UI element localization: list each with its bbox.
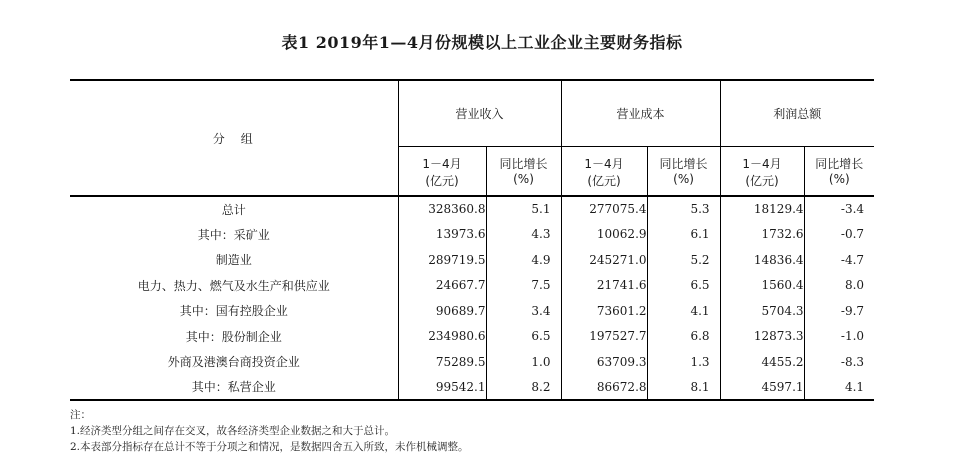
profit-rate: -0.7 (804, 222, 874, 248)
subheader-value: 1－4月 (398, 146, 486, 172)
profit-rate: -3.4 (804, 196, 874, 222)
subheader-rate: 同比增长 (486, 146, 561, 172)
profit-value: 14836.4 (720, 247, 804, 273)
table-row (70, 324, 874, 350)
profit-rate: -1.0 (804, 324, 874, 350)
cost-value: 73601.2 (561, 298, 647, 324)
revenue-value: 99542.1 (398, 375, 486, 401)
revenue-rate: 4.3 (486, 222, 561, 248)
table-notes (70, 407, 890, 455)
profit-rate: 4.1 (804, 375, 874, 401)
subheader-value: 1－4月 (720, 146, 804, 172)
cost-rate: 6.1 (647, 222, 720, 248)
cost-value: 197527.7 (561, 324, 647, 350)
revenue-rate: 5.1 (486, 196, 561, 222)
revenue-value: 13973.6 (398, 222, 486, 248)
subheader-rate: 同比增长 (804, 146, 874, 172)
profit-value: 5704.3 (720, 298, 804, 324)
profit-rate: -9.7 (804, 298, 874, 324)
metric-header-cost: 营业成本 (561, 80, 720, 146)
row-label: 外商及港澳台商投资企业 (167, 355, 300, 370)
unit-rate: (%) (486, 172, 561, 196)
cost-rate: 6.8 (647, 324, 720, 350)
profit-value: 4455.2 (720, 349, 804, 375)
row-label: 制造业 (215, 253, 252, 268)
revenue-rate: 3.4 (486, 298, 561, 324)
subheader-rate: 同比增长 (647, 146, 720, 172)
cost-rate: 5.3 (647, 196, 720, 222)
cost-value: 10062.9 (561, 222, 647, 248)
revenue-value: 90689.7 (398, 298, 486, 324)
subheader-value: 1－4月 (561, 146, 647, 172)
cost-rate: 6.5 (647, 273, 720, 299)
cost-value: 245271.0 (561, 247, 647, 273)
unit-value: (亿元) (398, 172, 486, 196)
unit-rate: (%) (647, 172, 720, 196)
cost-rate: 5.2 (647, 247, 720, 273)
table-row (70, 196, 874, 222)
row-label: 其中：采矿业 (197, 227, 270, 242)
revenue-rate: 8.2 (486, 375, 561, 401)
revenue-value: 75289.5 (398, 349, 486, 375)
table-row (70, 375, 874, 401)
cost-value: 63709.3 (561, 349, 647, 375)
group-column-header: 分 组 (70, 80, 398, 196)
table-row (70, 247, 874, 273)
profit-value: 18129.4 (720, 196, 804, 222)
cost-rate: 8.1 (647, 375, 720, 401)
note-item: 2.本表部分指标存在总计不等于分项之和情况，是数据四舍五入所致，未作机械调整。 (70, 441, 469, 453)
metric-header-profit: 利润总额 (720, 80, 874, 146)
cost-rate: 4.1 (647, 298, 720, 324)
row-label: 总计 (221, 202, 246, 217)
revenue-rate: 6.5 (486, 324, 561, 350)
table-row (70, 273, 874, 299)
cost-value: 21741.6 (561, 273, 647, 299)
unit-rate: (%) (804, 172, 874, 196)
revenue-value: 328360.8 (398, 196, 486, 222)
profit-rate: -8.3 (804, 349, 874, 375)
profit-rate: 8.0 (804, 273, 874, 299)
revenue-value: 24667.7 (398, 273, 486, 299)
revenue-value: 289719.5 (398, 247, 486, 273)
cost-rate: 1.3 (647, 349, 720, 375)
profit-value: 12873.3 (720, 324, 804, 350)
row-label: 其中：私营企业 (70, 375, 398, 401)
row-label: 其中：股份制企业 (185, 329, 282, 344)
metric-header-revenue: 营业收入 (398, 80, 561, 146)
cost-value: 86672.8 (561, 375, 647, 401)
table-row (70, 222, 874, 248)
revenue-rate: 7.5 (486, 273, 561, 299)
row-label: 其中：国有控股企业 (179, 304, 288, 319)
revenue-value: 234980.6 (398, 324, 486, 350)
table-body (70, 196, 874, 400)
profit-value: 1732.6 (720, 222, 804, 248)
revenue-rate: 1.0 (486, 349, 561, 375)
financial-indicators-table (70, 79, 874, 401)
profit-rate: -4.7 (804, 247, 874, 273)
unit-value: (亿元) (561, 172, 647, 196)
unit-value: (亿元) (720, 172, 804, 196)
table-title: 表1 2019年1—4月份规模以上工业企业主要财务指标 (281, 33, 683, 52)
cost-value: 277075.4 (561, 196, 647, 222)
profit-value: 1560.4 (720, 273, 804, 299)
row-label: 电力、热力、燃气及水生产和供应业 (137, 278, 330, 293)
table-row (70, 298, 874, 324)
table-row (70, 349, 874, 375)
profit-value: 4597.1 (720, 375, 804, 401)
revenue-rate: 4.9 (486, 247, 561, 273)
note-item: 1.经济类型分组之间存在交叉，故各经济类型企业数据之和大于总计。 (70, 425, 396, 437)
notes-heading: 注： (70, 409, 91, 421)
